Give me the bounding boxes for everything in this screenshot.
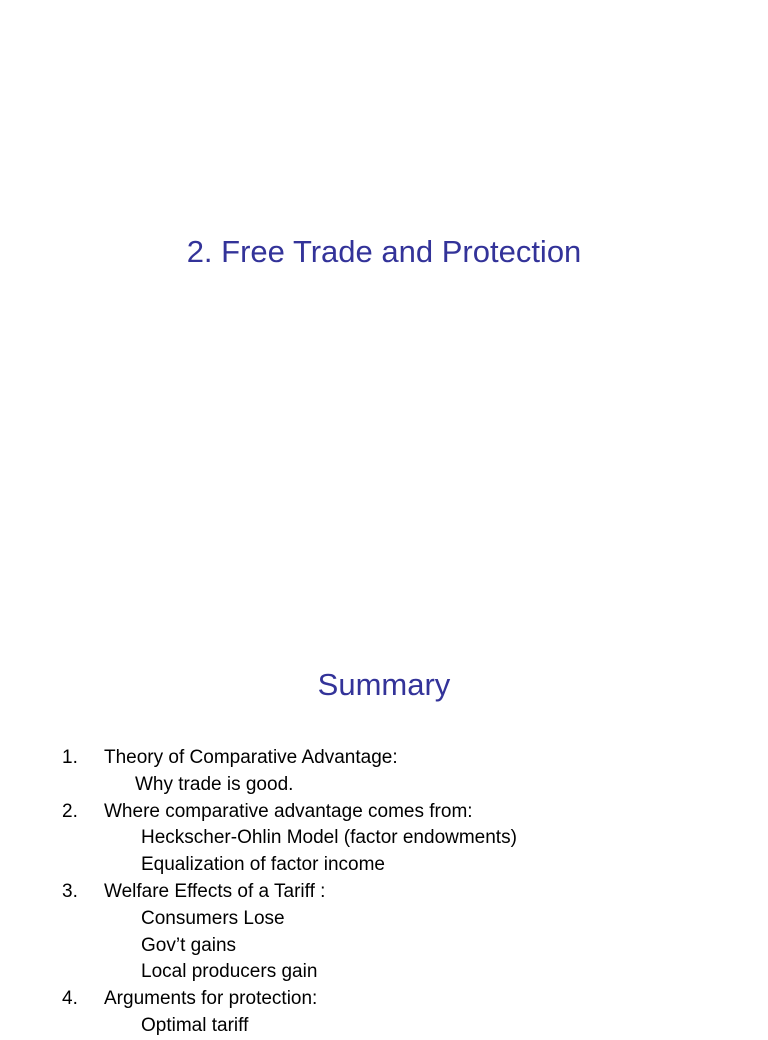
item-text: Arguments for protection: bbox=[104, 988, 318, 1010]
item-number: 1. bbox=[62, 747, 78, 768]
item-text: Where comparative advantage comes from: bbox=[104, 800, 473, 822]
sub-item: Gov’t gains bbox=[141, 934, 237, 956]
list-item bbox=[0, 745, 768, 799]
sub-item: Consumers Lose bbox=[141, 907, 285, 929]
slide-title: 2. Free Trade and Protection bbox=[186, 234, 582, 269]
item-text: Welfare Effects of a Tariff : bbox=[104, 880, 326, 902]
list-item bbox=[0, 799, 768, 879]
item-number: 4. bbox=[62, 988, 78, 1010]
item-number: 3. bbox=[62, 880, 78, 902]
item-text: Theory of Comparative Advantage: bbox=[104, 747, 398, 768]
summary-heading: Summary bbox=[317, 667, 451, 702]
sub-item: Equalization of factor income bbox=[141, 854, 385, 876]
sub-item: Why trade is good. bbox=[135, 773, 294, 795]
sub-item: Local producers gain bbox=[141, 961, 318, 983]
item-number: 2. bbox=[62, 800, 78, 822]
summary-list bbox=[0, 745, 768, 1040]
list-item bbox=[0, 879, 768, 986]
sub-item: Optimal tariff bbox=[141, 1014, 249, 1036]
list-item bbox=[0, 986, 768, 1040]
sub-item: Heckscher-Ohlin Model (factor endowments) bbox=[141, 827, 517, 849]
